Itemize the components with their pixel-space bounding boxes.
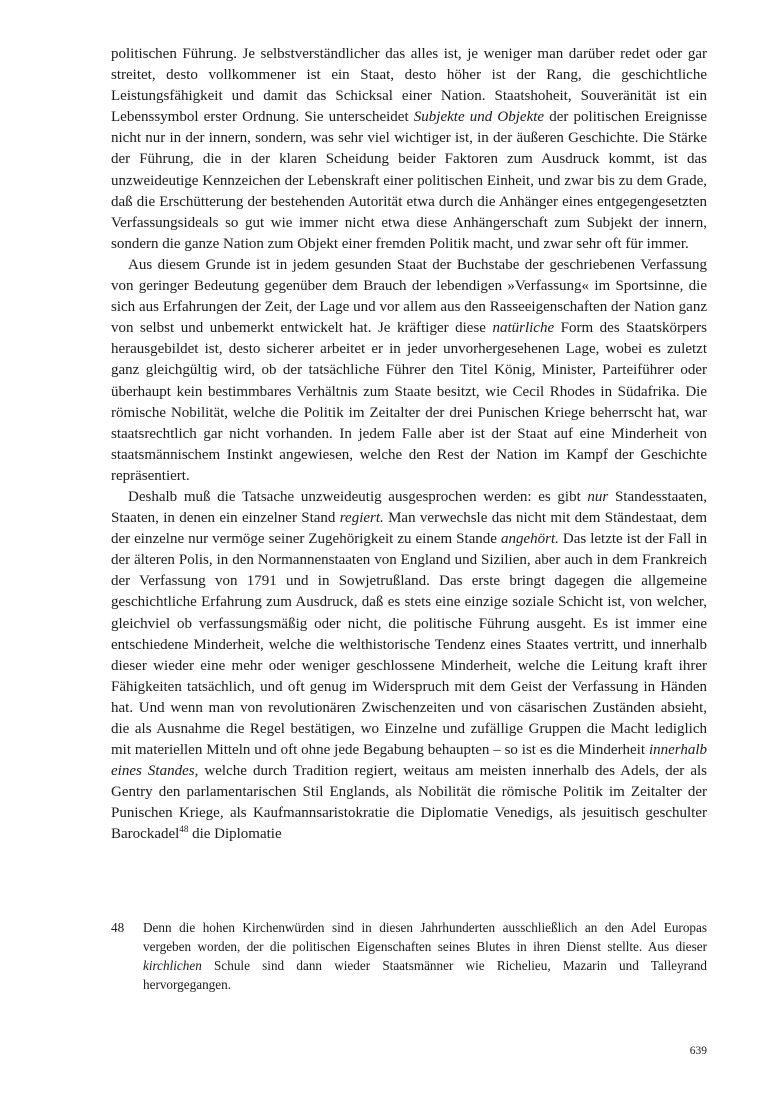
- text-run: der politischen Ereignisse nicht nur in der innern, sondern, was sehr viel wichtiger ist, in der äußeren Geschichte. Die Stärke der Führung, die in der klaren Scheidung beider Faktoren zum Ausdruck kommt, ist das unzweideutige Kennzeichen der Lebenskraft einer politischen Einheit, und zwar bis zu dem Grade, daß die Erschütterung der bestehenden Autorität etwa durch die Anhänger eines entgegengesetzten Verfassungsideals so gut wie immer nicht etwa diese Anhängerschaft zum Subjekt der innern, sondern die ganze Nation zum Objekt einer fremden Politik macht, und zwar sehr oft für immer.: [111, 109, 707, 252]
- footnote: [111, 918, 707, 994]
- paragraph-2: [111, 255, 707, 487]
- text-run: politischen Führung. Je selbstverständlicher das alles ist, je weniger man darüber redet oder gar streitet, desto vollkommener ist ein Staat, desto höher ist der Rang, die geschichtliche Leistungsfähigkeit und damit das Schicksal einer Nation. Staatshoheit, Souveränität ist ein Lebenssymbol erster Ordnung. Sie unterscheidet: [111, 46, 707, 126]
- text-run: Deshalb muß die Tatsache unzweideutig ausgesprochen werden: es gibt: [128, 488, 588, 505]
- text-run: Schule sind dann wieder Staatsmänner wie Richelieu, Mazarin und Talleyrand hervorgegangen.: [143, 958, 707, 992]
- footnote-text: [143, 918, 707, 994]
- italic-run: innerhalb eines Standes,: [111, 742, 707, 780]
- italic-run: kirchlichen: [143, 958, 202, 973]
- text-run: die Diplomatie: [188, 826, 282, 843]
- text-run: Das letzte ist der Fall in der älteren Polis, in den Normannenstaaten von England und Sizilien, aber auch in dem Frankreich der Verfassung von 1791 und in Sowjetrußland. Das erste bringt dagegen die allgemeine geschichtliche Erfahrung zum Ausdruck, daß es stets eine einzige soziale Schicht ist, von welcher, gleichviel ob verfassungsmäßig oder nicht, die politische Führung ausgeht. Es ist immer eine entschiedene Minderheit, welche die welthistorische Tendenz eines Staates vertritt, und innerhalb dieser wieder eine mehr oder weniger geschlossene Minderheit, welche die Leitung kraft ihrer Fähigkeiten tatsächlich, und oft genug im Widerspruch mit dem Geist der Verfassung in Händen hat. Und wenn man von revolutionären Zwischenzeiten und von cäsarischen Zuständen absieht, die als Ausnahme die Regel bestätigen, wo Einzelne und zufällige Gruppen die Macht lediglich mit materiellen Mitteln und oft ohne jede Begabung behaupten – so ist es die Minderheit: [111, 531, 707, 759]
- text-run: welche durch Tradition regiert, weitaus am meisten innerhalb des Adels, der als Gentry den parlamentarischen Stil Englands, als Nobilität die römische Politik im Zeitalter der Punischen Kriege, als Kaufmannsaristokratie die Diplomatie Venedigs, als jesuitisch geschulter Barockadel: [111, 763, 708, 843]
- italic-run: regiert.: [339, 510, 384, 527]
- italic-run: nur: [587, 488, 609, 505]
- text-run: Man verwechsle das nicht mit dem Ständestaat, dem der einzelne nur vermöge seiner Zugehörigkeit zu einem Stande: [111, 510, 707, 548]
- text-run: Denn die hohen Kirchenwürden sind in diesen Jahrhunderten ausschließlich an den Adel Europas vergeben worden, der die politischen Eigenschaften seines Blutes in ihren Dienst stellte. Aus dieser: [143, 920, 707, 954]
- footnote-area: [111, 918, 707, 994]
- italic-run: natürliche: [492, 320, 555, 337]
- text-run: Form des Staatskörpers herausgebildet ist, desto sicherer arbeitet er in jeder unvorhergesehenen Lage, wobei es zuletzt ganz gleichgültig wird, ob der tatsächliche Führer den Titel König, Minister, Parteiführer oder überhaupt kein bestimmbares Verhältnis zum Staate besitzt, wie Cecil Rhodes in Südafrika. Die römische Nobilität, welche die Politik im Zeitalter der drei Punischen Kriege beherrscht hat, war staatsrechtlich gar nicht vorhanden. In jedem Falle aber ist der Staat auf eine Minderheit von staatsmännischem Instinkt angewiesen, welche den Rest der Nation im Kampf der Geschichte repräsentiert.: [111, 320, 707, 484]
- page-body: [111, 44, 707, 846]
- footnote-reference: 48: [179, 824, 189, 835]
- text-run: Standesstaaten, Staaten, in denen ein einzelner Stand: [111, 488, 707, 527]
- paragraph-3: [111, 487, 707, 846]
- italic-run: Subjekte und Objekte: [413, 109, 545, 126]
- page-number: 639: [689, 1045, 707, 1057]
- footnote-number: 48: [111, 920, 125, 935]
- paragraph-1: [111, 44, 707, 255]
- text-run: Aus diesem Grunde ist in jedem gesunden Staat der Buchstabe der geschriebenen Verfassung von geringer Bedeutung gegenüber dem Brauch der lebendigen »Verfassung« im Sportsinne, die sich aus Erfahrungen der Zeit, der Lage und vor allem aus den Rasseeigenschaften der Nation ganz von selbst und unbemerkt entwickelt hat. Je kräftiger diese: [111, 256, 707, 337]
- italic-run: angehört.: [500, 531, 559, 548]
